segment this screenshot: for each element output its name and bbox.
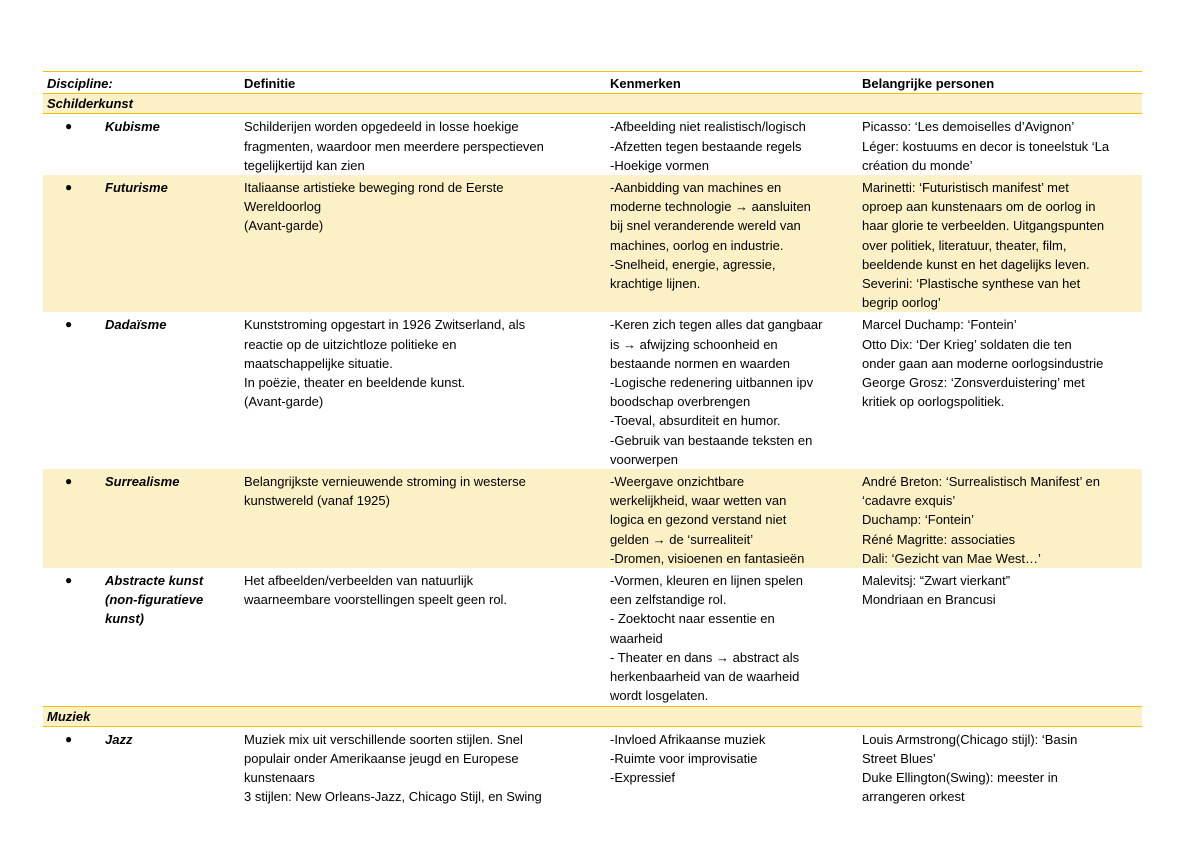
text-line: -Dromen, visioenen en fantasieën: [610, 550, 805, 566]
text-line: Severini: ‘Plastische synthese van het: [862, 276, 1081, 292]
table-row: [43, 469, 1142, 568]
text-line: Duke Ellington(Swing): meester in: [862, 770, 1058, 786]
text-line: Street Blues’: [862, 750, 936, 766]
text-line: -Afzetten tegen bestaande regels: [610, 138, 802, 154]
text-line: maatschappelijke situatie.: [244, 355, 393, 371]
text-line: -Ruimte voor improvisatie: [610, 750, 758, 766]
text-line: -Keren zich tegen alles dat gangbaar: [610, 317, 823, 333]
text-line: populair onder Amerikaanse jeugd en Europese: [244, 750, 519, 766]
text-line: wordt losgelaten.: [610, 688, 709, 704]
table-row: [43, 175, 1142, 312]
bullet-icon: ●: [65, 317, 73, 332]
section-row-schilderkunst: [43, 94, 1142, 114]
bullet-icon: ●: [65, 573, 73, 588]
text-line: is → afwijzing schoonheid en: [610, 336, 778, 352]
text-line: (Avant-garde): [244, 218, 324, 234]
definitie-cell: [240, 469, 606, 568]
text-line: -Toeval, absurditeit en humor.: [610, 413, 781, 429]
definitie-cell: [240, 568, 606, 706]
topic-cell: [43, 114, 240, 175]
text-line: bij snel veranderende wereld van: [610, 218, 801, 234]
section-row-muziek: [43, 706, 1142, 726]
kenmerken-cell: [606, 312, 858, 469]
text-line: over politiek, literatuur, theater, film,: [862, 237, 1067, 253]
text-line: Italiaanse artistieke beweging rond de Eerste: [244, 180, 504, 196]
text-line: -Logische redenering uitbannen ipv: [610, 375, 814, 391]
text-line: krachtige lijnen.: [610, 276, 701, 292]
text-line: Picasso: ‘Les demoiselles d’Avignon’: [862, 119, 1075, 135]
text-line: création du monde’: [862, 157, 973, 173]
text-line: -Vormen, kleuren en lijnen spelen: [610, 573, 803, 589]
art-movements-table: [43, 71, 1142, 807]
definitie-cell: [240, 726, 606, 806]
text-line: oproep aan kunstenaars om de oorlog in: [862, 199, 1096, 215]
section-title: Schilderkunst: [43, 94, 1142, 114]
text-line: beeldende kunst en het dagelijks leven.: [862, 256, 1090, 272]
section-title: Muziek: [43, 706, 1142, 726]
definitie-cell: [240, 312, 606, 469]
text-line: machines, oorlog en industrie.: [610, 237, 784, 253]
text-line: Otto Dix: ‘Der Krieg’ soldaten die ten: [862, 336, 1072, 352]
topic-label: [105, 178, 168, 197]
header-discipline: Discipline:: [43, 72, 240, 94]
text-line: - Zoektocht naar essentie en: [610, 611, 775, 627]
text-line: onder gaan aan moderne oorlogsindustrie: [862, 355, 1104, 371]
table-row: [43, 114, 1142, 175]
text-line: - Theater en dans → abstract als: [610, 649, 800, 665]
topic-cell: [43, 175, 240, 312]
text-line: waarheid: [610, 630, 663, 646]
bullet-icon: ●: [65, 180, 73, 195]
text-line: Louis Armstrong(Chicago stijl): ‘Basin: [862, 731, 1078, 747]
text-line: -Invloed Afrikaanse muziek: [610, 731, 766, 747]
text-line: waarneembare voorstellingen speelt geen rol.: [244, 592, 508, 608]
topic-label: [105, 315, 166, 334]
topic-line: Surrealisme: [105, 474, 180, 490]
personen-cell: [858, 175, 1142, 312]
kenmerken-cell: [606, 469, 858, 568]
topic-line: Jazz: [105, 731, 133, 747]
topic-label: [105, 472, 179, 491]
text-line: Schilderijen worden opgedeeld in losse hoekige: [244, 119, 519, 135]
header-personen: Belangrijke personen: [858, 72, 1142, 94]
text-line: haar glorie te verbeelden. Uitgangspunten: [862, 218, 1105, 234]
text-line: Léger: kostuums en decor is toneelstuk ‘La: [862, 138, 1110, 154]
text-line: kunstenaars: [244, 770, 315, 786]
text-line: Muziek mix uit verschillende soorten stijlen. Snel: [244, 731, 523, 747]
topic-line: (non-figuratieve: [105, 592, 204, 608]
text-line: gelden → de ‘surrealiteit’: [610, 531, 754, 547]
text-line: Belangrijkste vernieuwende stroming in westerse: [244, 474, 526, 490]
text-line: 3 stijlen: New Orleans-Jazz, Chicago Stijl, en Swing: [244, 789, 542, 805]
personen-cell: [858, 726, 1142, 806]
text-line: Malevitsj: “Zwart vierkant”: [862, 573, 1011, 589]
text-line: -Snelheid, energie, agressie,: [610, 256, 776, 272]
bullet-icon: ●: [65, 474, 73, 489]
table-row: [43, 726, 1142, 806]
text-line: -Weergave onzichtbare: [610, 474, 745, 490]
table-row: [43, 312, 1142, 469]
text-line: bestaande normen en waarden: [610, 355, 790, 371]
text-line: werkelijkheid, waar wetten van: [610, 493, 787, 509]
topic-cell: [43, 469, 240, 568]
kenmerken-cell: [606, 726, 858, 806]
bullet-icon: ●: [65, 731, 73, 746]
text-line: tegelijkertijd kan zien: [244, 157, 365, 173]
kenmerken-cell: [606, 175, 858, 312]
topic-line: Kubisme: [105, 119, 160, 135]
topic-line: Futurisme: [105, 180, 168, 196]
table-header: [43, 72, 1142, 94]
text-line: Duchamp: ‘Fontein’: [862, 512, 974, 528]
text-line: George Grosz: ‘Zonsverduistering’ met: [862, 375, 1085, 391]
text-line: Wereldoorlog: [244, 199, 322, 215]
topic-cell: [43, 312, 240, 469]
text-line: -Afbeelding niet realistisch/logisch: [610, 119, 806, 135]
text-line: logica en gezond verstand niet: [610, 512, 787, 528]
header-kenmerken: Kenmerken: [606, 72, 858, 94]
topic-cell: [43, 568, 240, 706]
text-line: Dali: ‘Gezicht van Mae West…’: [862, 550, 1041, 566]
text-line: Het afbeelden/verbeelden van natuurlijk: [244, 573, 474, 589]
definitie-cell: [240, 114, 606, 175]
personen-cell: [858, 114, 1142, 175]
text-line: fragmenten, waardoor men meerdere perspectieven: [244, 138, 544, 154]
text-line: arrangeren orkest: [862, 789, 965, 805]
text-line: reactie op de uitzichtloze politieke en: [244, 336, 457, 352]
topic-cell: [43, 726, 240, 806]
text-line: -Gebruik van bestaande teksten en: [610, 432, 813, 448]
table-row: [43, 568, 1142, 706]
kenmerken-cell: [606, 114, 858, 175]
text-line: Réné Magritte: associaties: [862, 531, 1016, 547]
topic-line: Dadaïsme: [105, 317, 167, 333]
bullet-icon: ●: [65, 119, 73, 134]
text-line: herkenbaarheid van de waarheid: [610, 669, 800, 685]
text-line: Marcel Duchamp: ‘Fontein’: [862, 317, 1017, 333]
personen-cell: [858, 469, 1142, 568]
topic-line: Abstracte kunst: [105, 573, 204, 589]
text-line: -Hoekige vormen: [610, 157, 709, 173]
text-line: voorwerpen: [610, 451, 678, 467]
definitie-cell: [240, 175, 606, 312]
text-line: Marinetti: ‘Futuristisch manifest’ met: [862, 180, 1069, 196]
topic-label: [105, 117, 160, 136]
text-line: (Avant-garde): [244, 394, 324, 410]
text-line: boodschap overbrengen: [610, 394, 751, 410]
text-line: -Expressief: [610, 770, 676, 786]
text-line: ‘cadavre exquis’: [862, 493, 956, 509]
personen-cell: [858, 568, 1142, 706]
text-line: kritiek op oorlogspolitiek.: [862, 394, 1005, 410]
text-line: begrip oorlog’: [862, 295, 941, 311]
text-line: moderne technologie → aansluiten: [610, 199, 811, 215]
header-definitie: Definitie: [240, 72, 606, 94]
text-line: Kunststroming opgestart in 1926 Zwitserland, als: [244, 317, 526, 333]
text-line: In poëzie, theater en beeldende kunst.: [244, 375, 466, 391]
topic-line: kunst): [105, 611, 144, 627]
kenmerken-cell: [606, 568, 858, 706]
text-line: Mondriaan en Brancusi: [862, 592, 996, 608]
topic-label: [105, 571, 203, 629]
text-line: André Breton: ‘Surrealistisch Manifest’ en: [862, 474, 1100, 490]
text-line: -Aanbidding van machines en: [610, 180, 782, 196]
text-line: een zelfstandige rol.: [610, 592, 727, 608]
text-line: kunstwereld (vanaf 1925): [244, 493, 390, 509]
topic-label: [105, 730, 132, 749]
personen-cell: [858, 312, 1142, 469]
